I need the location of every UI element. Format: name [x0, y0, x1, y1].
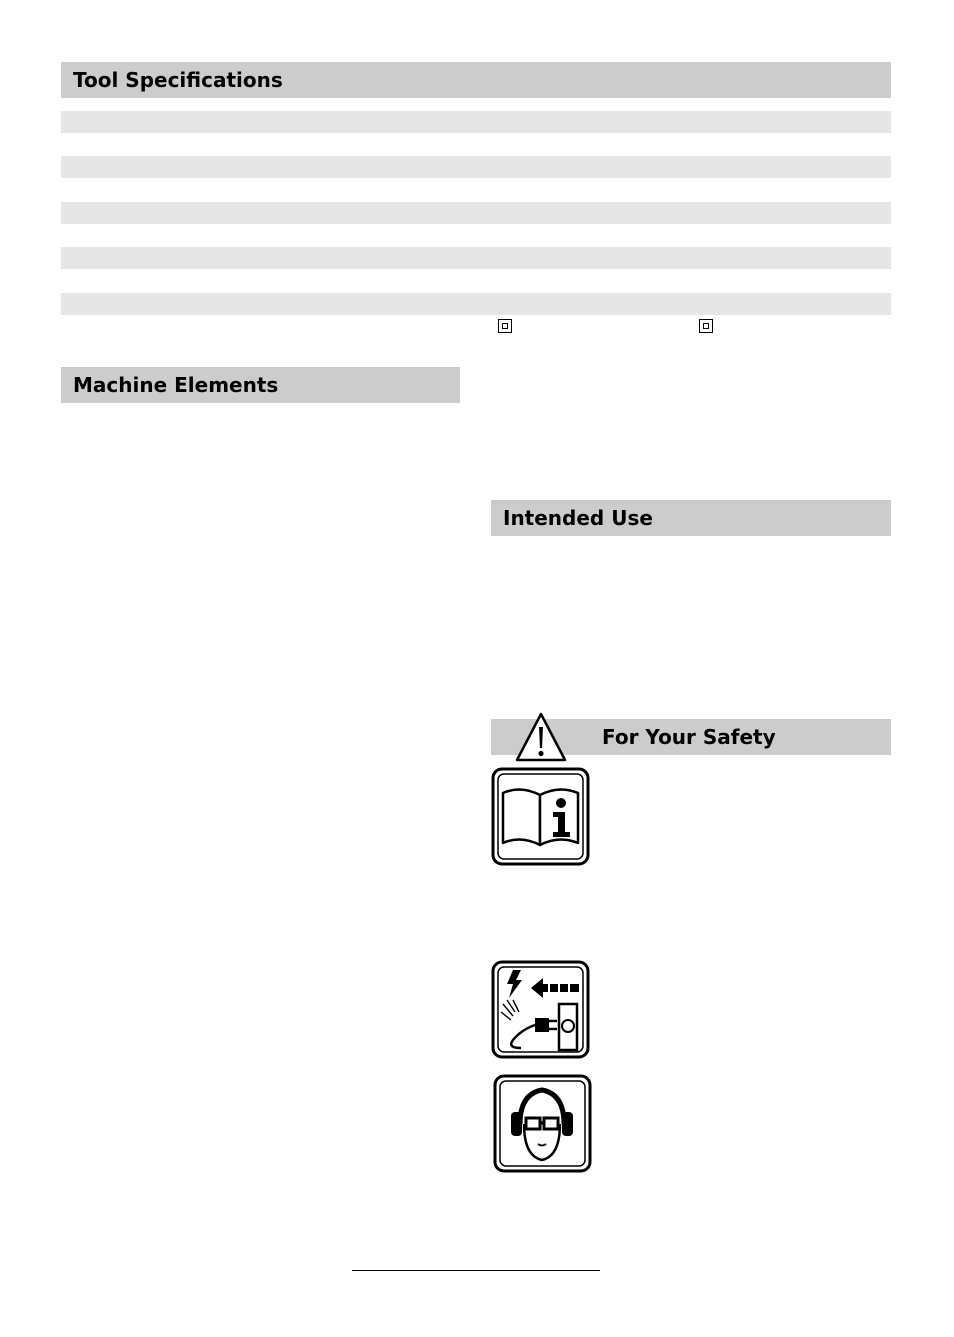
unplug-power-icon — [491, 960, 590, 1059]
footer-rule — [352, 1270, 600, 1271]
spec-table-row-band — [61, 111, 891, 133]
spec-table-row-band — [61, 202, 891, 224]
double-square-icon — [699, 319, 713, 333]
for-your-safety-heading: For Your Safety — [491, 719, 891, 755]
spec-table-row-band — [61, 156, 891, 178]
machine-elements-heading: Machine Elements — [61, 367, 460, 403]
eye-ear-protection-icon — [493, 1074, 592, 1173]
read-manual-icon — [491, 767, 590, 866]
intended-use-heading: Intended Use — [491, 500, 891, 536]
spec-table-row-band — [61, 293, 891, 315]
spec-table-row-band — [61, 247, 891, 269]
tool-specifications-heading: Tool Specifications — [61, 62, 891, 98]
double-square-icon — [498, 319, 512, 333]
warning-triangle-icon — [514, 711, 568, 763]
